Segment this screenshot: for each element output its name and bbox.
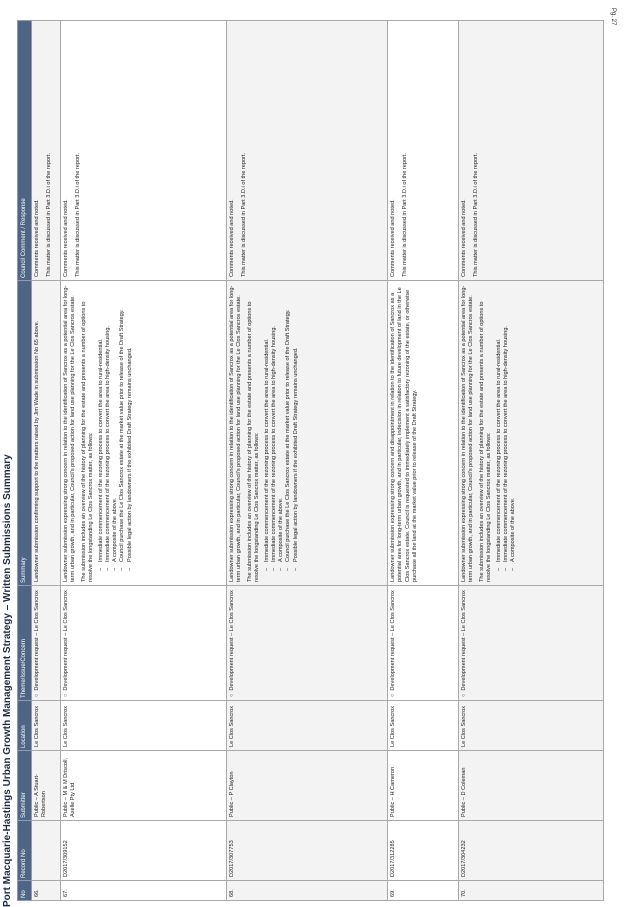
- header-no: No: [18, 881, 32, 901]
- response-cell: [32, 21, 61, 281]
- summary-cell: [388, 281, 459, 586]
- theme-text: Development request – Le Clos Sancrox: [34, 590, 40, 691]
- response-paragraph: Comments received and noted.: [461, 199, 468, 277]
- summary-option-list: [264, 284, 300, 582]
- summary-option-item: – Immediate commencement of the rezoning process to convert the area to high-density housing.: [271, 284, 278, 562]
- response-cell: [459, 21, 604, 281]
- record-number-cell: [32, 821, 61, 881]
- response-paragraph: This matter is discussed in Part 3.D.i of the report.: [46, 152, 53, 277]
- theme-text: Development request – Le Clos Sancrox: [390, 590, 397, 691]
- record-number-cell: D2017/312285: [388, 821, 459, 881]
- summary-paragraph: Landowner submission confirming support to the matters raised by Jim Wade in submission No 65 above.: [34, 320, 40, 582]
- summary-option-item: – Council purchase the Le Clos Sancrox estate at the market value prior to release of the Draft Strategy.: [285, 284, 292, 562]
- row-number-cell: 70.: [459, 881, 604, 901]
- header-record-no: Record No: [18, 821, 32, 881]
- page-number: Pg. 27: [610, 8, 616, 26]
- summary-option-item: – Immediate commencement of the rezoning process to convert the area to high-density housing.: [503, 284, 510, 562]
- theme-cell: [388, 586, 459, 701]
- summary-paragraph: Landowner submission expressing strong concern in relation to the identification of Sancrox as a potential area for long-term urban growth, and in particular, Council's proposed action for land use planning for the Le Clos Sancrox estate.: [63, 285, 77, 582]
- location-cell: Le Clos Sancrox: [459, 701, 604, 751]
- theme-cell: [459, 586, 604, 701]
- submitter-cell: Public – P Clayton: [227, 751, 388, 821]
- theme-text: Development request – Le Clos Sancrox: [229, 590, 236, 691]
- row-number-cell: 68.: [227, 881, 388, 901]
- summary-cell: [459, 281, 604, 586]
- header-summary: Summary: [18, 281, 32, 586]
- table-header-row: [18, 21, 32, 901]
- submissions-table: [17, 20, 604, 901]
- theme-cell: [61, 586, 227, 701]
- theme-cell: [227, 586, 388, 701]
- theme-bullet-icon: ○: [34, 693, 40, 697]
- table-row: [388, 21, 459, 901]
- response-paragraph: Comments received and noted.: [390, 199, 397, 277]
- theme-bullet-icon: ○: [63, 693, 70, 697]
- submitter-cell: Public – M & M Driscoll, Axelle Pty Ltd: [61, 751, 227, 821]
- submitter-cell: Public – H Cameron: [388, 751, 459, 821]
- location-cell: Le Clos Sancrox: [227, 701, 388, 751]
- record-number-cell: D2017/304232: [459, 821, 604, 881]
- response-paragraph: This matter is discussed in Part 3.D.i of the report.: [75, 152, 82, 277]
- response-paragraph: This matter is discussed in Part 3.D.i of the report.: [402, 152, 409, 277]
- response-cell: [388, 21, 459, 281]
- submitter-cell: Public – A Stuart-Robertson: [32, 751, 61, 821]
- response-paragraph: Comments received and noted.: [229, 199, 236, 277]
- table-row: [459, 21, 604, 901]
- theme-bullet-icon: ○: [229, 693, 236, 697]
- row-number-cell: 66.: [32, 881, 61, 901]
- row-number-cell: 69.: [388, 881, 459, 901]
- response-cell: [61, 21, 227, 281]
- response-paragraph: This matter is discussed in Part 3.D.i of the report.: [473, 152, 480, 277]
- theme-text: Development request – Le Clos Sancrox: [63, 590, 70, 691]
- summary-option-item: – Possible legal action by landowners if the exhibited Draft Strategy remains unchanged.: [293, 284, 300, 562]
- response-paragraph: Comments received and noted.: [34, 199, 40, 277]
- summary-cell: [32, 281, 61, 586]
- table-row: [61, 21, 227, 901]
- response-cell: [227, 21, 388, 281]
- response-paragraph: Comments received and noted.: [63, 199, 70, 277]
- record-number-cell: D2017/307753: [227, 821, 388, 881]
- summary-option-item: – A composite of the above.: [278, 284, 285, 562]
- summary-option-item: – Possible legal action by landowners if the exhibited Draft Strategy remains unchanged.: [127, 284, 134, 562]
- document-title: Port Macquarie-Hastings Urban Growth Management Strategy – Written Submissions Summary: [2, 454, 13, 907]
- summary-paragraph: Landowner submission expressing strong concern in relation to the identification of Sancrox as a potential area for long-term urban growth, and in particular, Council's proposed action for land use planning for the Le Clos Sancrox estate.: [461, 285, 475, 582]
- summary-option-item: – Immediate commencement of the rezoning process to convert the area to high-density housing.: [105, 284, 112, 562]
- summary-cell: [61, 281, 227, 586]
- summary-option-list: [98, 284, 134, 582]
- summary-option-item: – Immediate commencement of the rezoning process to convert the area to rural-residential.: [98, 284, 105, 562]
- location-cell: Le Clos Sancrox: [388, 701, 459, 751]
- summary-option-item: – Immediate commencement of the rezoning process to convert the area to rural-residential.: [496, 284, 503, 562]
- location-cell: Le Clos Sancrox: [32, 701, 61, 751]
- header-submitter: Submitter: [18, 751, 32, 821]
- theme-bullet-icon: ○: [461, 693, 468, 697]
- theme-cell: [32, 586, 61, 701]
- location-cell: Le Clos Sancrox: [61, 701, 227, 751]
- theme-text: Development request – Le Clos Sancrox: [461, 590, 468, 691]
- summary-paragraph: The submission includes an overview of the history of planning for the estate and presents a number of options to resolve the longstanding Le Clos Sancrox matter, as follows:: [246, 301, 260, 582]
- summary-paragraph: The submission includes an overview of the history of planning for the estate and presents a number of options to resolve the longstanding Le Clos Sancrox matter, as follows:: [80, 301, 94, 582]
- table-row: [32, 21, 61, 901]
- summary-paragraph: The submission includes an overview of the history of planning for the estate and presents a number of options to resolve the longstanding Le Clos Sancrox matter, as follows:: [478, 301, 492, 582]
- header-location: Location: [18, 701, 32, 751]
- summary-option-item: – Council purchase the Le Clos Sancrox estate at the market value prior to release of the Draft Strategy.: [119, 284, 126, 562]
- summary-option-item: – A composite of the above.: [510, 284, 517, 562]
- summary-option-item: – A composite of the above.: [112, 284, 119, 562]
- summary-option-list: [496, 284, 517, 582]
- summary-paragraph: Landowner submission expressing strong concern in relation to the identification of Sancrox as a potential area for long-term urban growth, and in particular, Council's proposed action for land use planning for the Le Clos Sancrox estate.: [229, 285, 243, 582]
- summary-paragraph: Landowner submission expressing strong concern and disappointment in relation to the identification of Sancrox as a potential area for long-term urban growth, and in particular, indecision in relation to future development of land in the Le Clos Sancrox estate. Council is requested to immediately implement a satisfactory rezoning of the estate, or otherwise purchase all the land at the market value prior to release of the Draft Strategy.: [390, 287, 418, 582]
- theme-bullet-icon: ○: [390, 693, 397, 697]
- summary-option-item: – Immediate commencement of the rezoning process to convert the area to rural-residential.: [264, 284, 271, 562]
- response-paragraph: This matter is discussed in Part 3.D.i of the report.: [241, 152, 248, 277]
- header-response: Council Comment / Response: [18, 21, 32, 281]
- submitter-cell: Public – D Coleman: [459, 751, 604, 821]
- table-row: [227, 21, 388, 901]
- rotated-document-sheet: [0, 12, 610, 907]
- summary-cell: [227, 281, 388, 586]
- row-number-cell: 67.: [61, 881, 227, 901]
- header-theme: Theme/Issue/Concern: [18, 586, 32, 701]
- record-number-cell: D2017/309152: [61, 821, 227, 881]
